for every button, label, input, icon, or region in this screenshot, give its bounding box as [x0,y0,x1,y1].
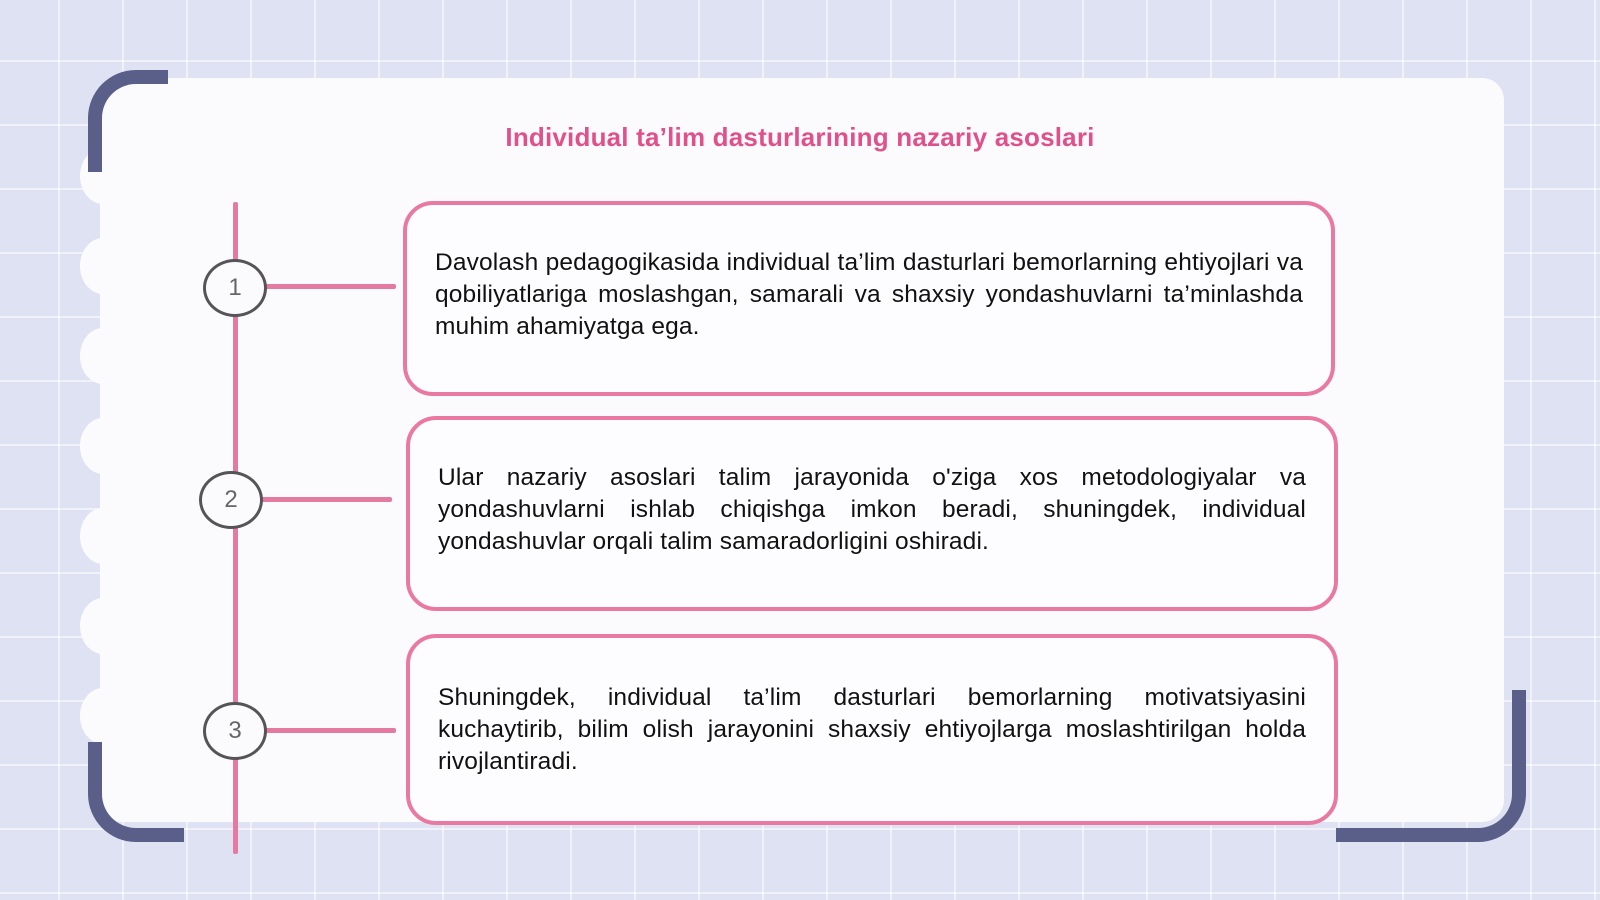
step-card-1-text: Davolash pedagogikasida individual ta’lim dasturlari bemorlarning ehtiyojlari va qobiliyatlariga moslashgan, samarali va shaxsiy yondashuvlarni ta’minlashda muhim ahamiyatga ega. [435,248,1303,340]
step-card-3 [406,634,1338,825]
timeline-connector-2 [260,497,392,502]
paper-edge-scallop [80,418,126,474]
frame-corner-bottom-left [88,742,184,842]
frame-corner-bottom-right [1336,690,1526,842]
paper-edge-scallop [80,238,126,294]
timeline-connector-3 [262,728,396,733]
slide-title: Individual ta’lim dasturlarining nazariy asoslari [505,122,1095,152]
paper-edge-scallop [80,688,126,744]
paper-edge-scallop [80,328,126,384]
step-number-1: 1 [203,259,267,317]
frame-corner-top-left [88,70,168,172]
paper-edge-scallop [80,508,126,564]
step-card-3-text: Shuningdek, individual ta’lim dasturlari bemorlarning motivatsiyasini kuchaytirib, bilim olish jarayonini shaxsiy ehtiyojlarga moslashtirilgan holda rivojlantiradi. [438,683,1306,775]
step-card-2 [406,416,1338,611]
paper-edge-scallop [80,598,126,654]
step-card-2-text: Ular nazariy asoslari talim jarayonida o'ziga xos metodologiyalar va yondashuvlarni ishlab chiqishga imkon beradi, shuningdek, individual yondashuvlar orqali talim samaradorligini oshiradi. [438,463,1306,555]
step-number-2: 2 [199,471,263,529]
step-number-3: 3 [203,702,267,760]
step-card-1 [403,201,1335,396]
timeline-connector-1 [262,284,396,289]
